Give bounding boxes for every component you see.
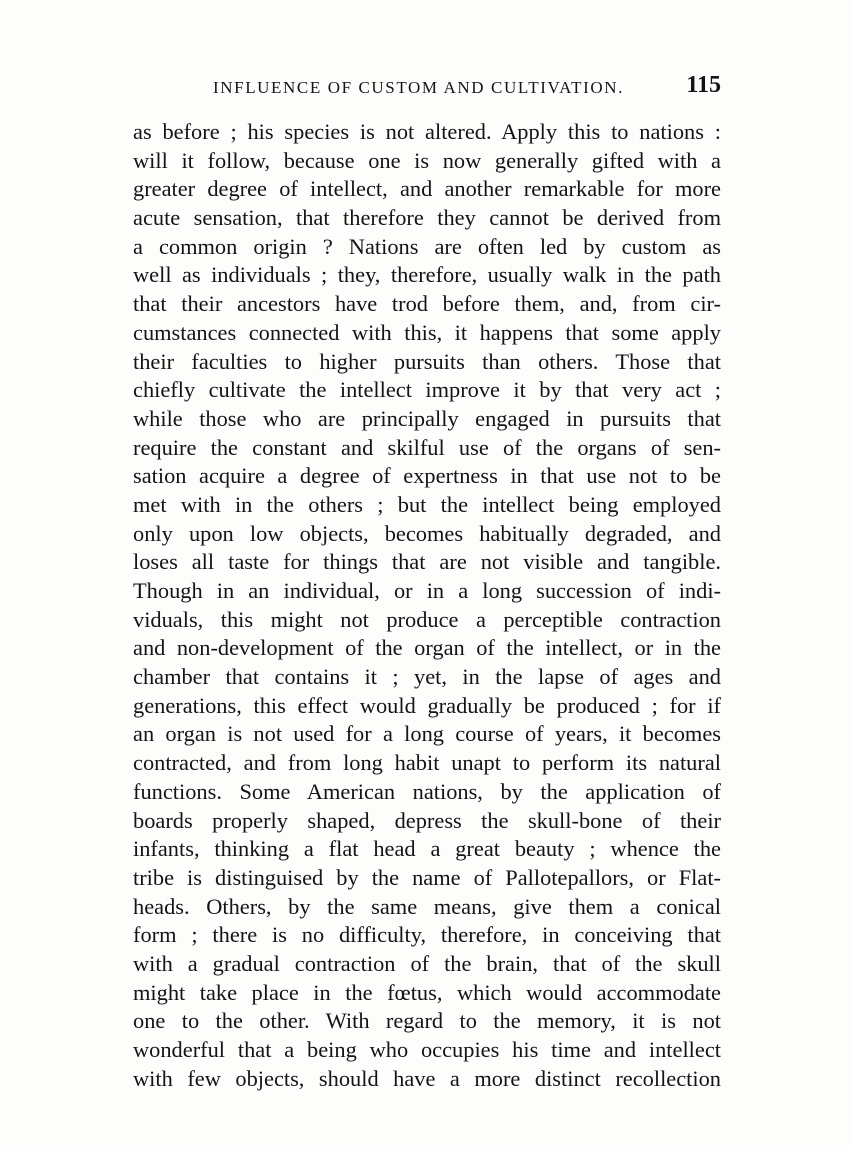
running-title: INFLUENCE OF CUSTOM AND CULTIVATION. [213,78,625,97]
text-line: an organ is not used for a long course of years, it becomes [133,721,721,747]
text-line: loses all taste for things that are not visible and tangible. [133,549,721,575]
text-line: well as individuals ; they, therefore, usually walk in the path [133,262,721,288]
text-line: sation acquire a degree of expertness in that use not to be [133,463,721,489]
text-line: met with in the others ; but the intellect being employed [133,491,721,517]
text-line: chamber that contains it ; yet, in the lapse of ages and [133,664,721,690]
text-line: viduals, this might not produce a perceptible contraction [133,606,721,632]
text-line: might take place in the fœtus, which would accommodate [133,979,721,1005]
text-line: will it follow, because one is now generally gifted with a [133,147,721,173]
text-line: functions. Some American nations, by the application of [133,778,721,804]
text-line: a common origin ? Nations are often led by custom as [133,233,721,259]
text-line: require the constant and skilful use of the organs of sen- [133,434,721,460]
text-line: that their ancestors have trod before them, and, from cir- [133,291,721,317]
text-line: tribe is distinguised by the name of Pallotepallors, or Flat- [133,864,721,890]
text-line: generations, this effect would gradually be produced ; for if [133,692,721,718]
text-line: while those who are principally engaged in pursuits that [133,405,721,431]
text-line: only upon low objects, becomes habitually degraded, and [133,520,721,546]
text-line: one to the other. With regard to the memory, it is not [133,1008,721,1034]
text-line: infants, thinking a flat head a great beauty ; whence the [133,836,721,862]
body-text [133,118,721,1093]
running-head [133,72,721,106]
text-line: with a gradual contraction of the brain, that of the skull [133,950,721,976]
text-line: their faculties to higher pursuits than others. Those that [133,348,721,374]
text-line: boards properly shaped, depress the skull-bone of their [133,807,721,833]
text-line: as before ; his species is not altered. Apply this to nations : [133,119,721,144]
text-line: Though in an individual, or in a long succession of indi- [133,578,721,603]
text-line: greater degree of intellect, and another remarkable for more [133,176,721,202]
text-line: wonderful that a being who occupies his time and intellect [133,1037,721,1062]
text-line: cumstances connected with this, it happens that some apply [133,319,721,345]
page-number: 115 [686,72,721,98]
text-line: and non-development of the organ of the intellect, or in the [133,635,721,661]
text-line: contracted, and from long habit unapt to perform its natural [133,750,721,776]
text-line: with few objects, should have a more distinct recollection [133,1065,721,1091]
text-line: heads. Others, by the same means, give them a conical [133,893,721,919]
text-line: acute sensation, that therefore they cannot be derived from [133,205,721,231]
text-line: form ; there is no difficulty, therefore, in conceiving that [133,922,721,948]
text-line: chiefly cultivate the intellect improve it by that very act ; [133,377,721,403]
